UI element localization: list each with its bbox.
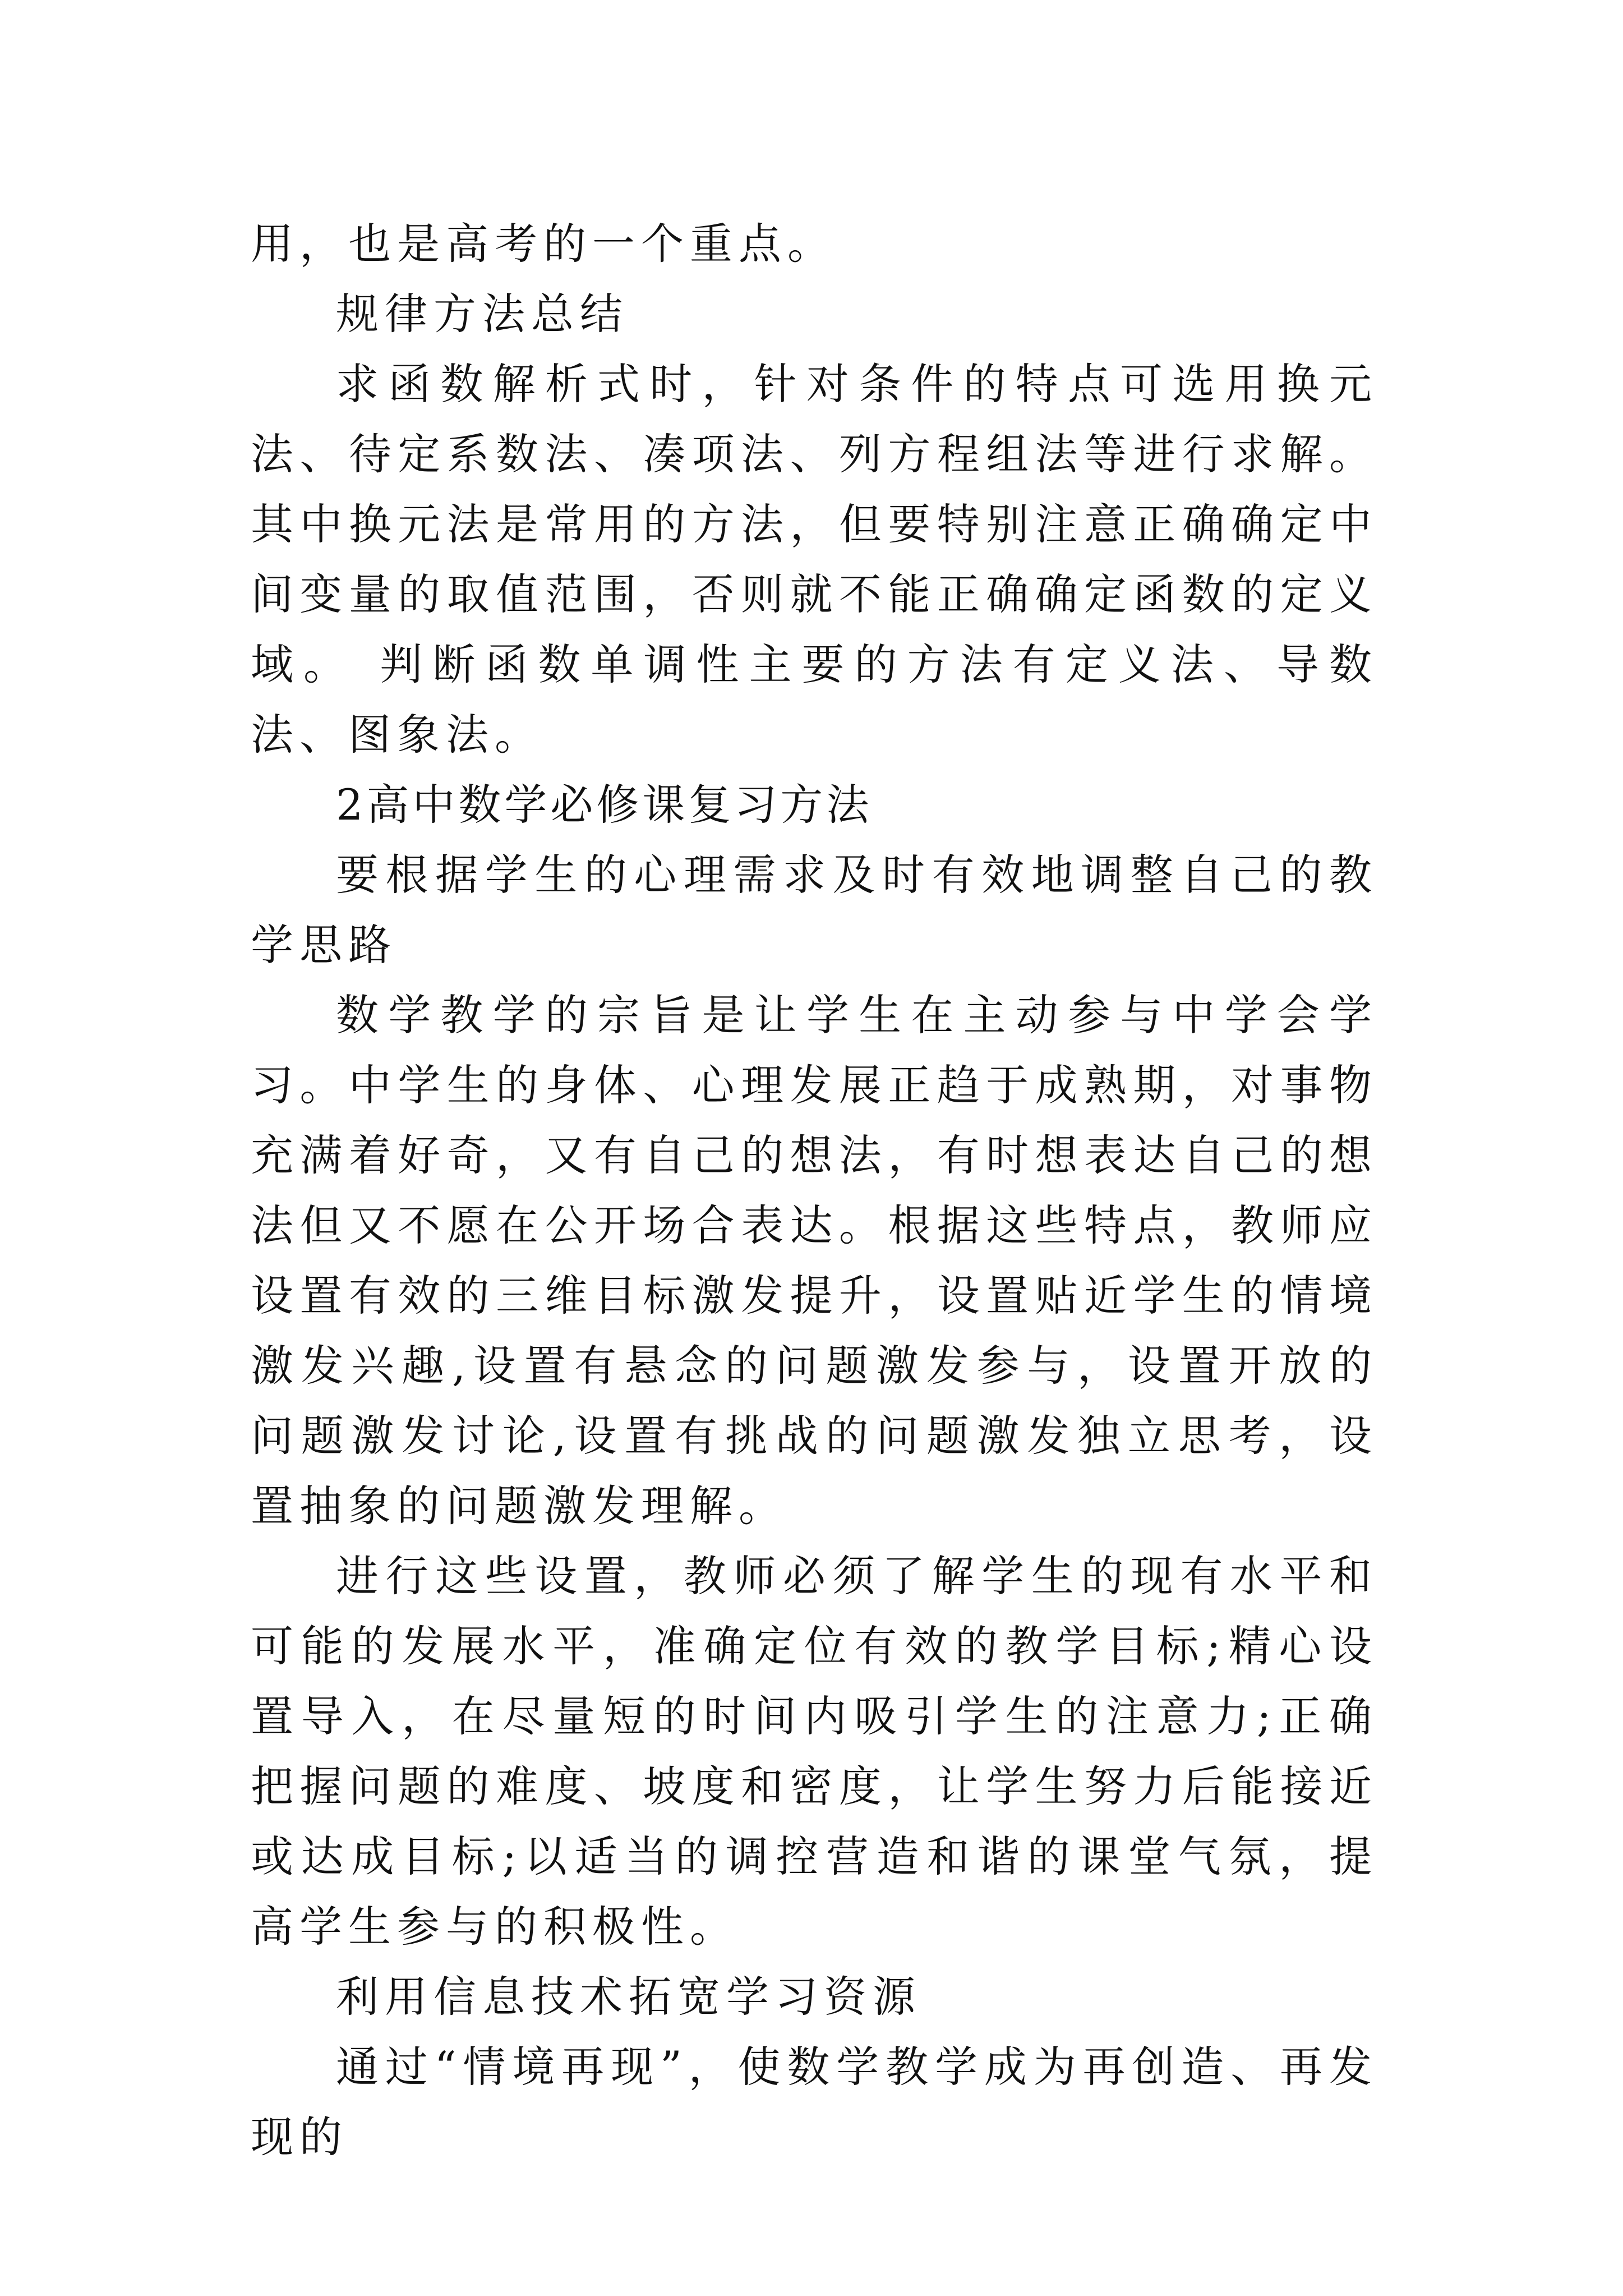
- paragraph-teacher-settings: 进行这些设置，教师必须了解学生的现有水平和可能的发展水平，准确定位有效的教学目标;精心设置导入，在尽量短的时间内吸引学生的注意力;正确把握问题的难度、坡度和密度，让学生努力后能接近或达成目标;以适当的调控营造和谐的课堂气氛，提高学生参与的积极性。: [251, 1551, 1378, 1952]
- section-heading-methods-summary: 规律方法总结: [336, 289, 629, 339]
- subheading-information-technology: 利用信息技术拓宽学习资源: [336, 1972, 921, 2022]
- paragraph-situation-reproduction: 通过“情境再现”，使数学教学成为再创造、再发现的: [251, 2042, 1378, 2162]
- paragraph-teaching-purpose: 数学教学的宗旨是让学生在主动参与中学会学习。中学生的身体、心理发展正趋于成熟期，对事物充满着好奇，又有自己的想法，有时想表达自己的想法但又不愿在公开场合表达。根据这些特点，教师应设置有效的三维目标激发提升，设置贴近学生的情境激发兴趣,设置有悬念的问题激发参与，设置开放的问题激发讨论,设置有挑战的问题激发独立思考，设置抽象的问题激发理解。: [251, 990, 1378, 1531]
- section-heading-review-methods: 2高中数学必修课复习方法: [336, 780, 873, 830]
- paragraph-function-methods: 求函数解析式时，针对条件的特点可选用换元法、待定系数法、凑项法、列方程组法等进行求解。其中换元法是常用的方法，但要特别注意正确确定中间变量的取值范围，否则就不能正确确定函数的定义域。 判断函数单调性主要的方法有定义法、导数法、图象法。: [251, 359, 1378, 760]
- subheading-adjust-teaching: 要根据学生的心理需求及时有效地调整自己的教学思路: [251, 850, 1378, 970]
- document-body: [251, 209, 1378, 2172]
- paragraph-continuation: 用，也是高考的一个重点。: [251, 219, 836, 269]
